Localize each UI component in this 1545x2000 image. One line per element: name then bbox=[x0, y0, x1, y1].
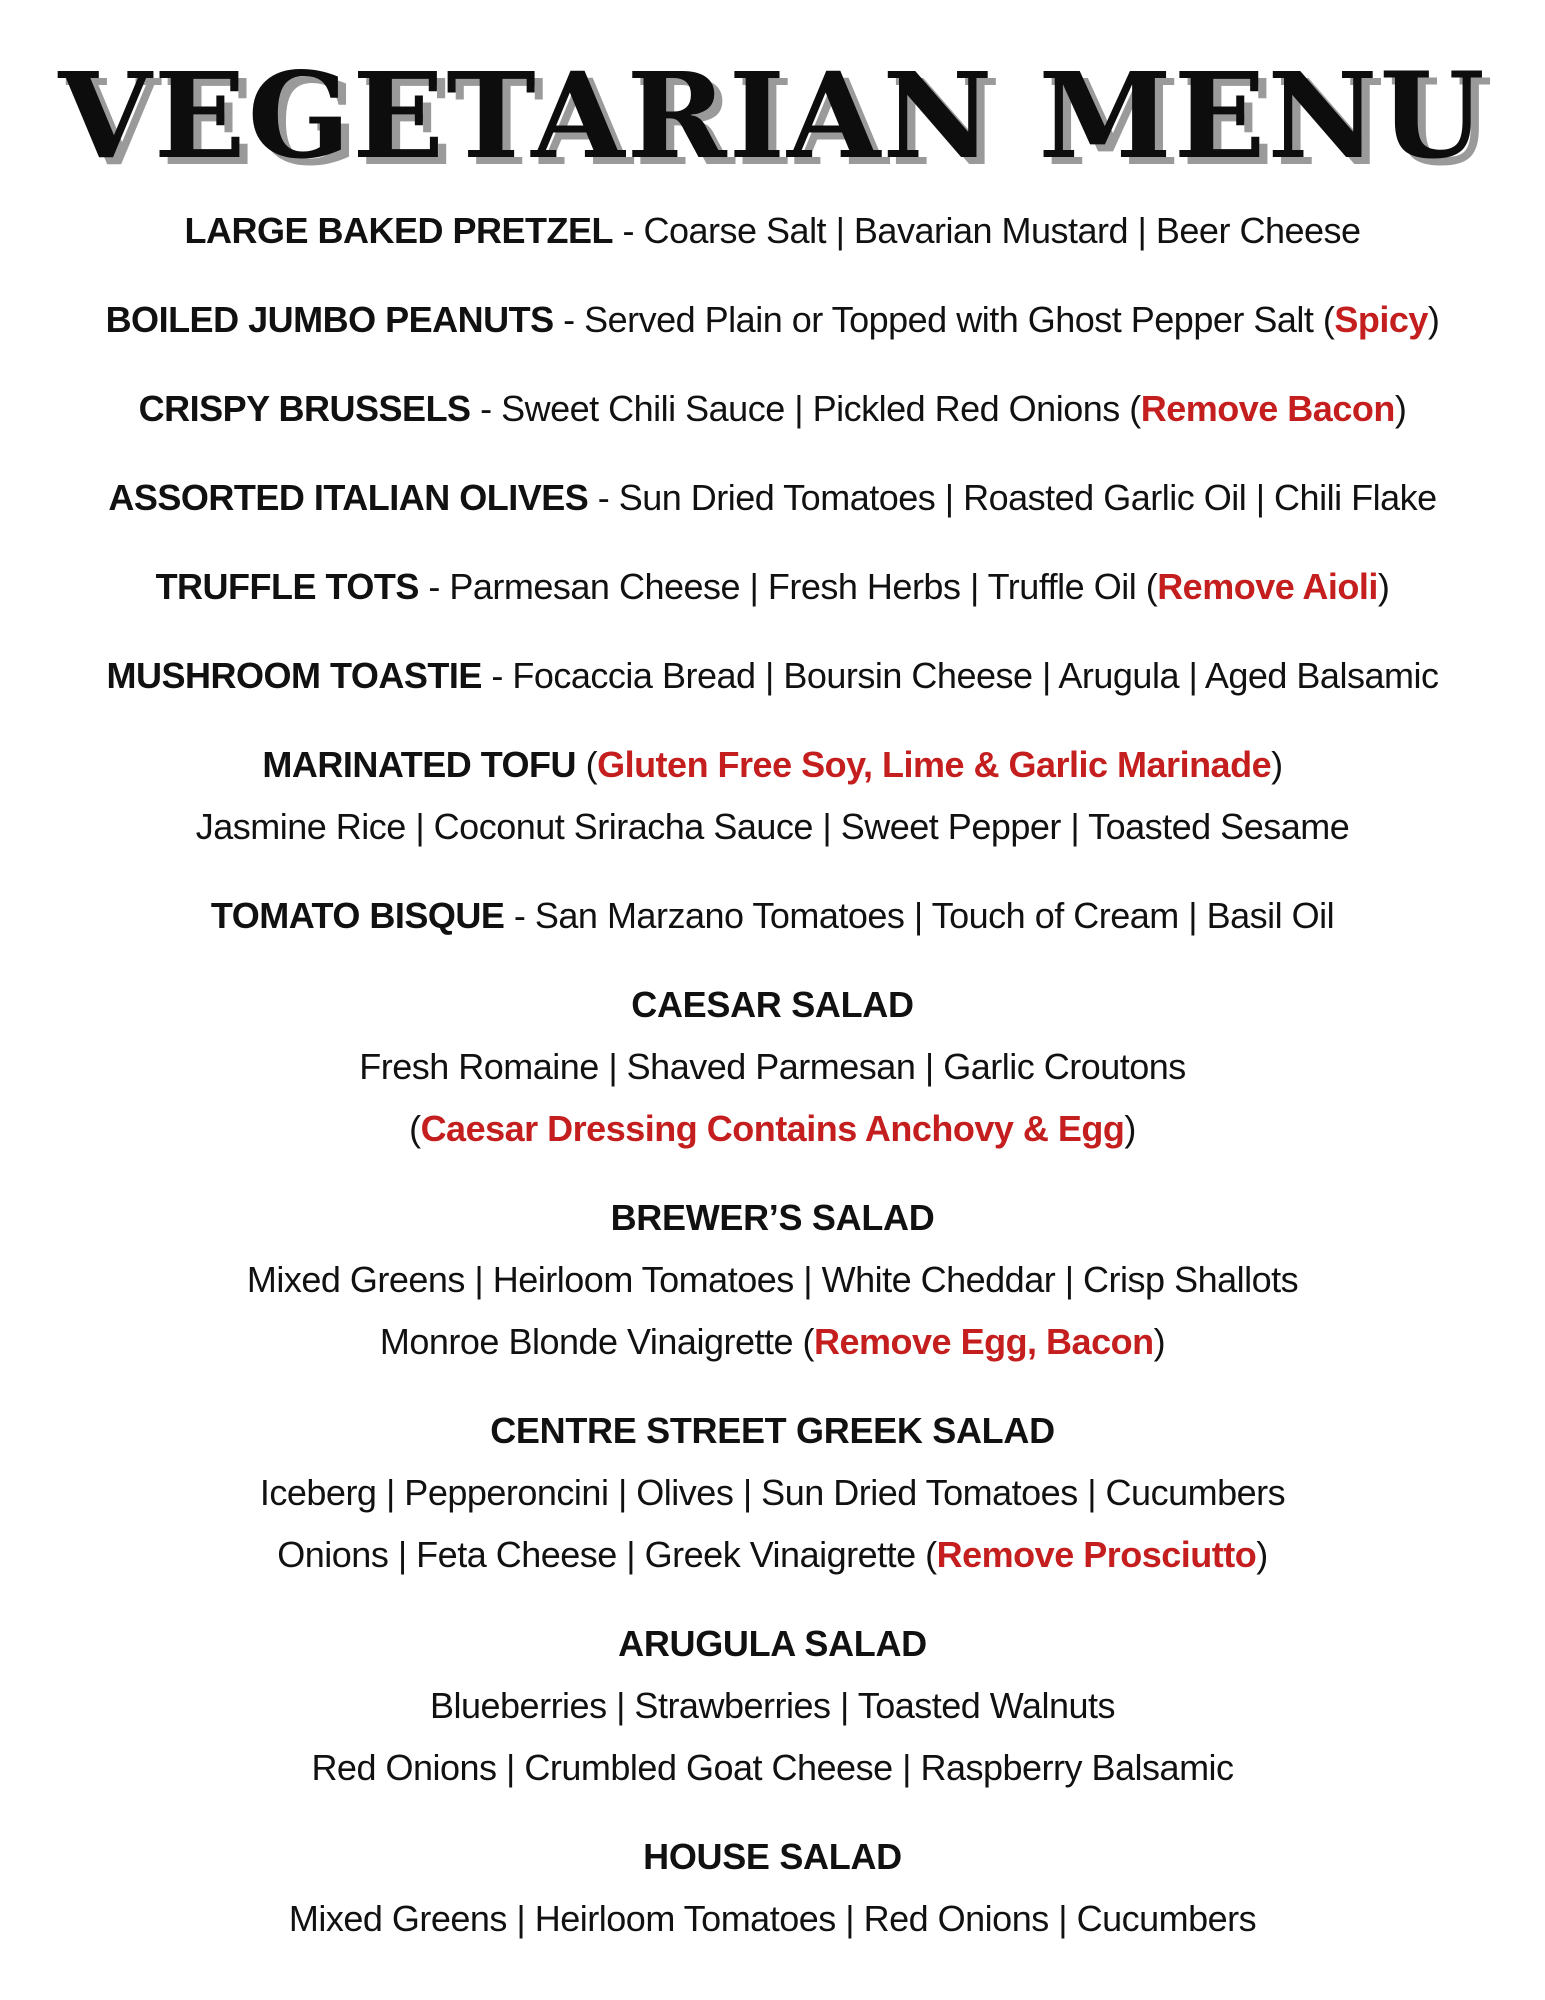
item-note: Spicy bbox=[1334, 299, 1428, 340]
item-description: Mixed Greens | Heirloom Tomatoes | White Cheddar | Crisp Shallots bbox=[246, 1259, 1299, 1300]
item-note: Gluten Free Soy, Lime & Garlic Marinade bbox=[597, 744, 1272, 785]
menu-item-tots: TRUFFLE TOTS - Parmesan Cheese | Fresh Herbs | Truffle Oil (Remove Aioli) bbox=[155, 566, 1390, 607]
menu-item-house bbox=[0, 1826, 1545, 1950]
menu-item-greek: CENTRE STREET GREEK SALAD Iceberg | Pepperoncini | Olives | Sun Dried Tomatoes | Cucumbers Onions | Feta Cheese | Greek Vinaigrette (Remove Prosciutto) bbox=[0, 1400, 1545, 1586]
menu-list bbox=[0, 200, 1545, 1950]
menu-item-bisque bbox=[0, 885, 1545, 947]
menu-item-peanuts: BOILED JUMBO PEANUTS - Served Plain or Topped with Ghost Pepper Salt (Spicy) bbox=[105, 299, 1440, 340]
item-name: TRUFFLE TOTS bbox=[155, 566, 419, 607]
menu-item-pretzel bbox=[0, 200, 1545, 262]
item-note: Remove Egg, Bacon bbox=[814, 1321, 1154, 1362]
item-name: CRISPY BRUSSELS bbox=[138, 388, 471, 429]
item-description: Mixed Greens | Heirloom Tomatoes | Red Onions | Cucumbers bbox=[288, 1898, 1257, 1939]
item-description: Red Onions | Crumbled Goat Cheese | Raspberry Balsamic bbox=[311, 1747, 1234, 1788]
item-note: Remove Prosciutto bbox=[936, 1534, 1257, 1575]
item-note: Remove Bacon bbox=[1140, 388, 1395, 429]
item-description: - Coarse Salt | Bavarian Mustard | Beer Cheese bbox=[612, 210, 1361, 251]
item-name: MUSHROOM TOASTIE bbox=[106, 655, 482, 696]
item-name: BREWER’S SALAD bbox=[610, 1197, 935, 1238]
item-note: Caesar Dressing Contains Anchovy & Egg bbox=[420, 1108, 1125, 1149]
menu-item-arugula bbox=[0, 1613, 1545, 1799]
item-description: Blueberries | Strawberries | Toasted Walnuts bbox=[429, 1685, 1115, 1726]
item-name: MARINATED TOFU bbox=[262, 744, 577, 785]
item-description: - Focaccia Bread | Boursin Cheese | Arugula | Aged Balsamic bbox=[481, 655, 1439, 696]
item-name: BOILED JUMBO PEANUTS bbox=[105, 299, 554, 340]
menu-title: VEGETARIAN MENU bbox=[58, 46, 1487, 185]
item-description: - Parmesan Cheese | Fresh Herbs | Truffle Oil ( bbox=[418, 566, 1158, 607]
menu-item-caesar: CAESAR SALAD Fresh Romaine | Shaved Parmesan | Garlic Croutons (Caesar Dressing Contains Anchovy & Egg) bbox=[0, 974, 1545, 1160]
menu-item-brussels: CRISPY BRUSSELS - Sweet Chili Sauce | Pickled Red Onions (Remove Bacon) bbox=[138, 388, 1407, 429]
item-name: ARUGULA SALAD bbox=[618, 1623, 927, 1664]
item-description: Jasmine Rice | Coconut Sriracha Sauce | Sweet Pepper | Toasted Sesame bbox=[195, 806, 1350, 847]
item-note: Remove Aioli bbox=[1157, 566, 1378, 607]
item-description: Iceberg | Pepperoncini | Olives | Sun Dried Tomatoes | Cucumbers bbox=[259, 1472, 1286, 1513]
item-description: - San Marzano Tomatoes | Touch of Cream | Basil Oil bbox=[504, 895, 1335, 936]
item-name: HOUSE SALAD bbox=[643, 1836, 902, 1877]
menu-item-toastie bbox=[0, 645, 1545, 707]
item-description: Fresh Romaine | Shaved Parmesan | Garlic Croutons bbox=[359, 1046, 1186, 1087]
item-name: LARGE BAKED PRETZEL bbox=[184, 210, 613, 251]
menu-item-tofu: MARINATED TOFU (Gluten Free Soy, Lime & Garlic Marinade) Jasmine Rice | Coconut Sriracha Sauce | Sweet Pepper | Toasted Sesame bbox=[0, 734, 1545, 858]
menu-item-olives bbox=[0, 467, 1545, 529]
item-description: - Sun Dried Tomatoes | Roasted Garlic Oil | Chili Flake bbox=[588, 477, 1437, 518]
item-name: ASSORTED ITALIAN OLIVES bbox=[108, 477, 589, 518]
item-description: - Sweet Chili Sauce | Pickled Red Onions ( bbox=[470, 388, 1141, 429]
item-description: - Served Plain or Topped with Ghost Pepper Salt ( bbox=[553, 299, 1335, 340]
item-name: CENTRE STREET GREEK SALAD bbox=[490, 1410, 1055, 1451]
menu-item-brewers: BREWER’S SALAD Mixed Greens | Heirloom Tomatoes | White Cheddar | Crisp Shallots Monroe Blonde Vinaigrette (Remove Egg, Bacon) bbox=[0, 1187, 1545, 1373]
item-name: CAESAR SALAD bbox=[631, 984, 914, 1025]
item-name: TOMATO BISQUE bbox=[210, 895, 505, 936]
